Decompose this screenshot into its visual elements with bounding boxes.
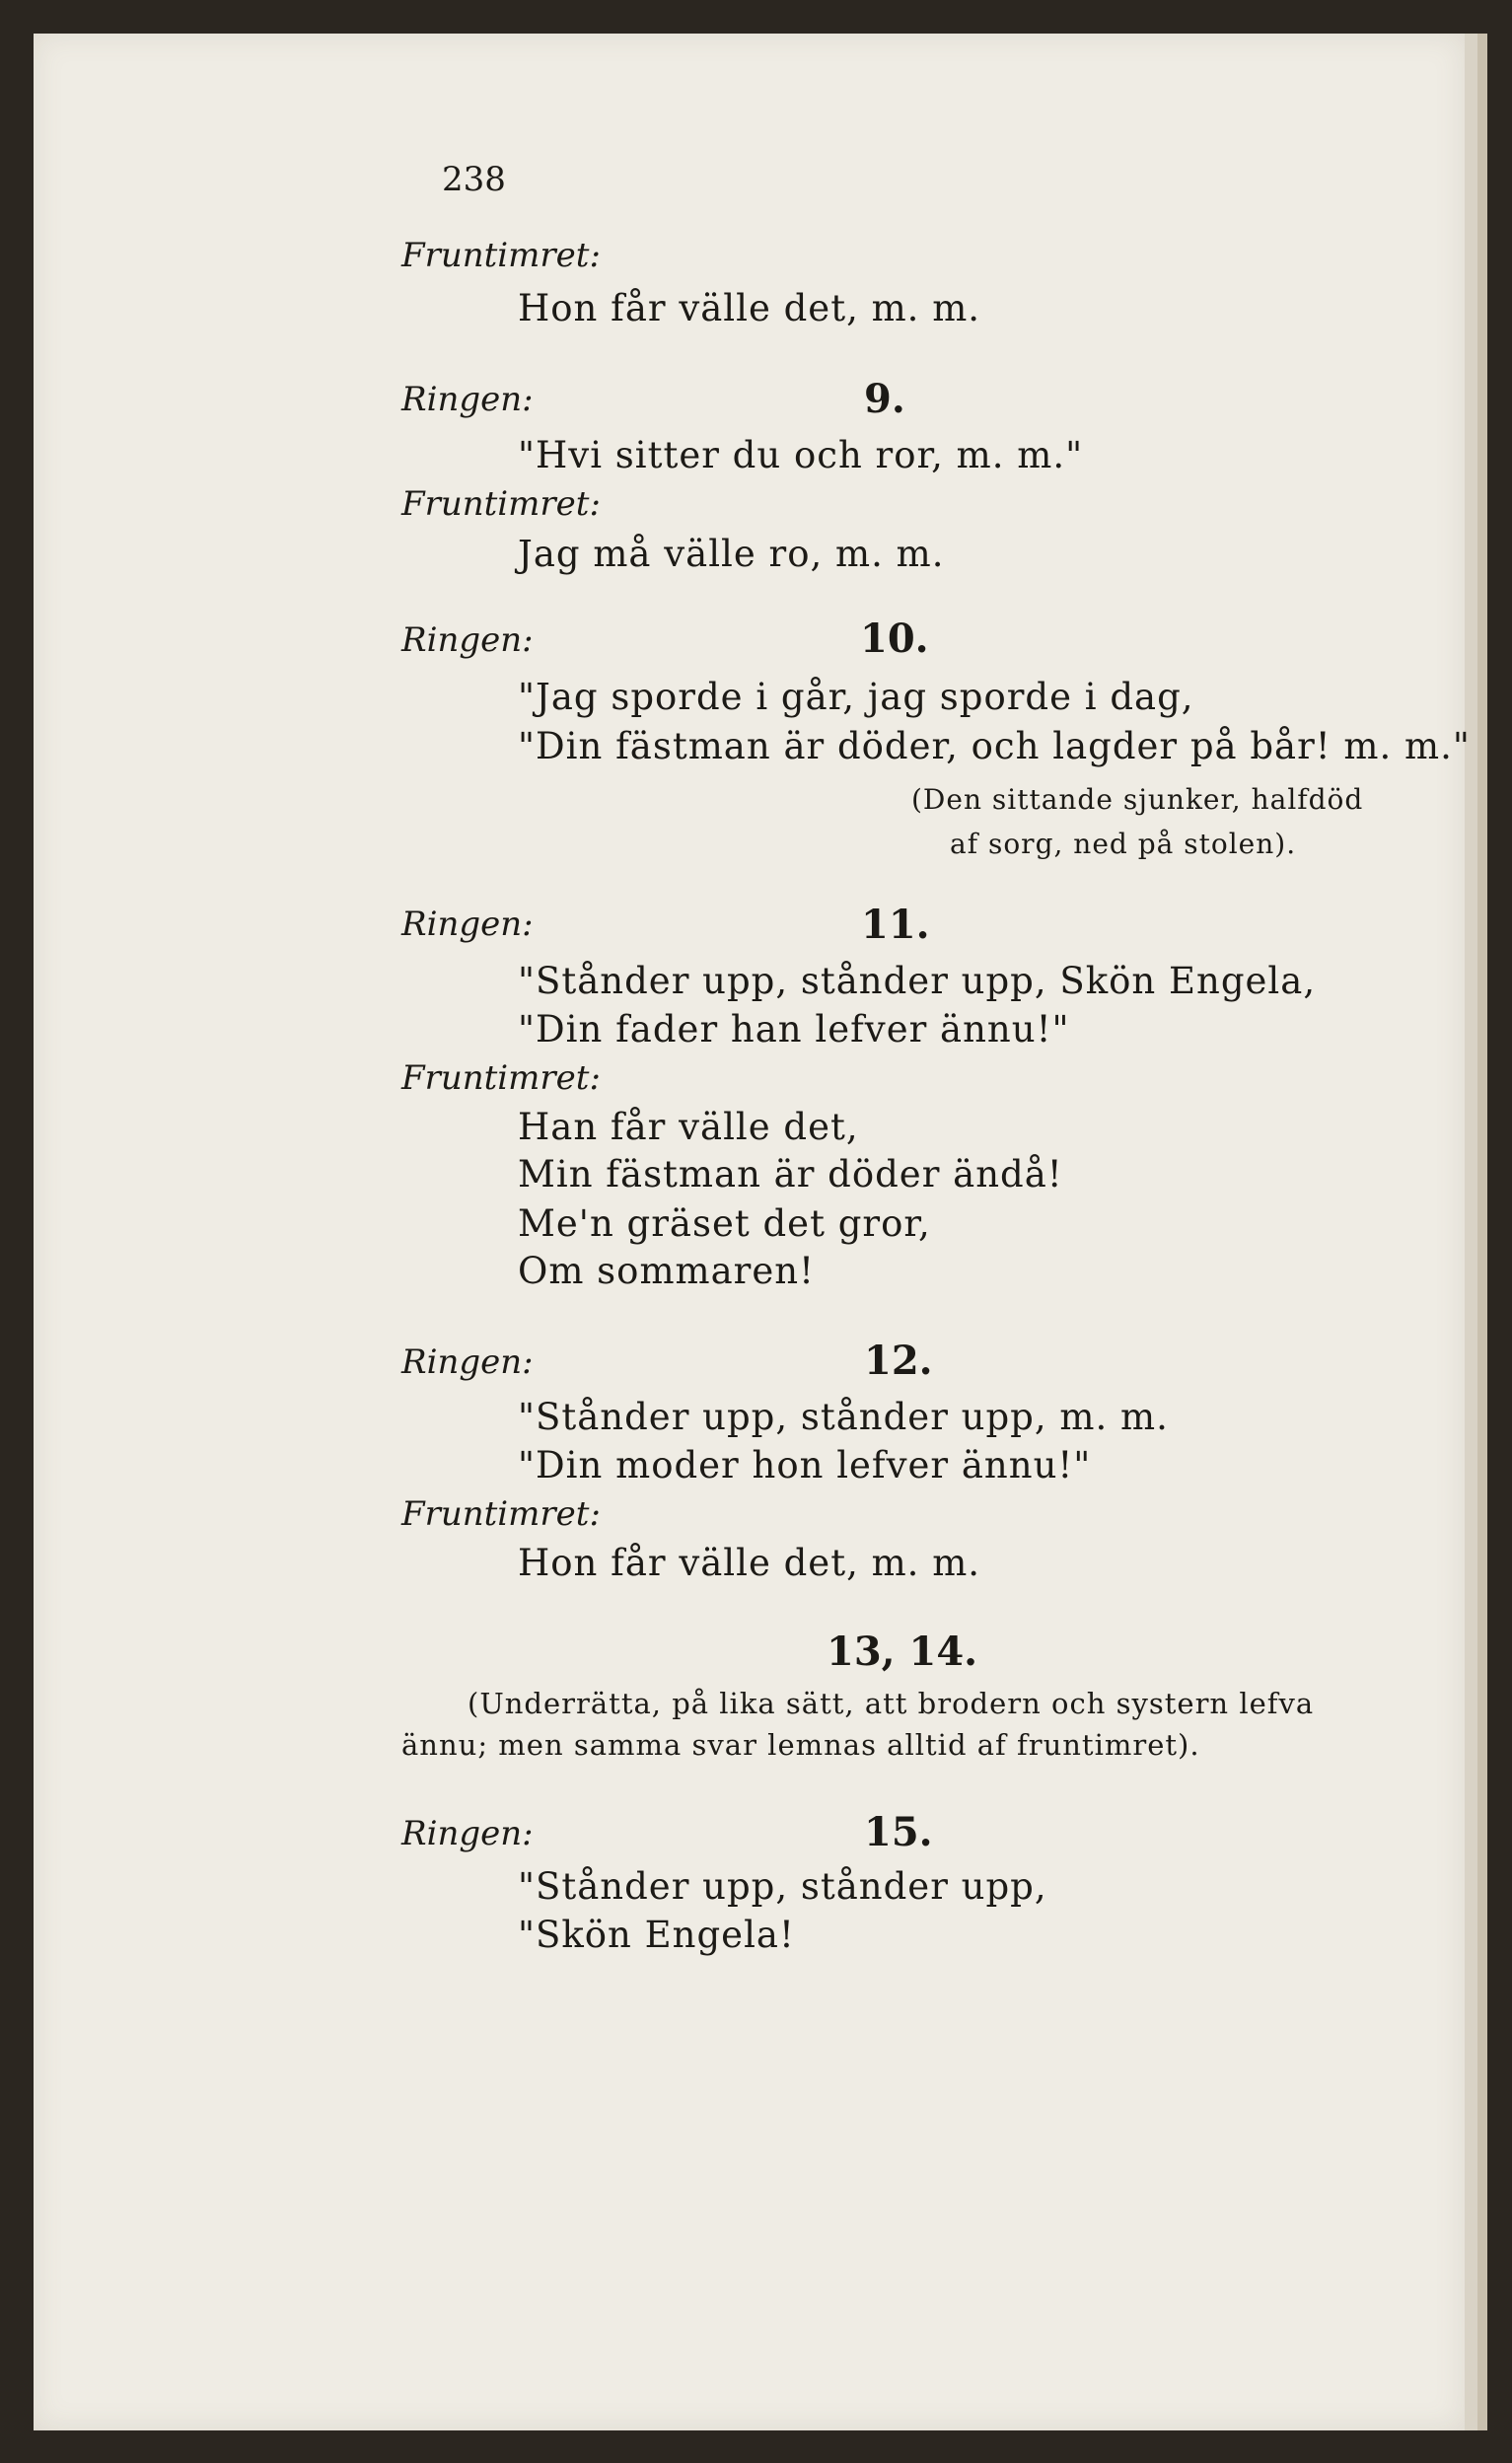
speaker-fruntimret: Fruntimret:	[401, 1494, 601, 1534]
stage-direction: (Underrätta, på lika sätt, att brodern och systern lefva	[468, 1687, 1315, 1720]
page-number: 238	[442, 160, 506, 199]
stage-direction: af sorg, ned på stolen).	[950, 828, 1297, 860]
stanza-number: 12.	[864, 1338, 933, 1384]
verse-line: Han får välle det,	[518, 1106, 859, 1148]
stage-direction: ännu; men samma svar lemnas alltid af fruntimret).	[401, 1728, 1200, 1762]
speaker-ringen: Ringen:	[401, 905, 534, 944]
speaker-ringen: Ringen:	[401, 380, 534, 419]
verse-line: "Stånder upp, stånder upp, Skön Engela,	[518, 960, 1317, 1002]
verse-line: Hon får välle det, m. m.	[518, 287, 981, 329]
speaker-fruntimret: Fruntimret:	[401, 1058, 601, 1098]
verse-line: Om sommaren!	[518, 1250, 815, 1292]
stanza-number: 9.	[864, 376, 905, 422]
verse-line: Hon får välle det, m. m.	[518, 1542, 981, 1584]
verse-line: "Stånder upp, stånder upp,	[518, 1865, 1047, 1908]
verse-line: Min fästman är döder ändå!	[518, 1153, 1063, 1195]
speaker-ringen: Ringen:	[401, 1342, 534, 1382]
verse-line: "Din fader han lefver ännu!"	[518, 1008, 1070, 1050]
stanza-number: 11.	[861, 902, 930, 948]
verse-line: "Hvi sitter du och ror, m. m."	[518, 434, 1084, 476]
stanza-number: 13, 14.	[827, 1629, 978, 1675]
page-edge	[1477, 34, 1487, 2430]
speaker-fruntimret: Fruntimret:	[401, 236, 601, 275]
speaker-ringen: Ringen:	[401, 620, 534, 660]
stanza-number: 15.	[864, 1809, 933, 1855]
stage-direction: (Den sittande sjunker, halfdöd	[911, 783, 1364, 816]
speaker-ringen: Ringen:	[401, 1814, 534, 1853]
speaker-fruntimret: Fruntimret:	[401, 484, 601, 524]
verse-line: "Din fästman är döder, och lagder på bår! m. m."	[518, 725, 1471, 767]
verse-line: "Jag sporde i går, jag sporde i dag,	[518, 676, 1194, 718]
verse-line: "Stånder upp, stånder upp, m. m.	[518, 1396, 1169, 1438]
verse-line: "Skön Engela!	[518, 1914, 795, 1956]
verse-line: "Din moder hon lefver ännu!"	[518, 1444, 1092, 1486]
verse-line: Jag må välle ro, m. m.	[518, 533, 945, 575]
verse-line: Me'n gräset det gror,	[518, 1202, 931, 1245]
stanza-number: 10.	[860, 616, 929, 662]
